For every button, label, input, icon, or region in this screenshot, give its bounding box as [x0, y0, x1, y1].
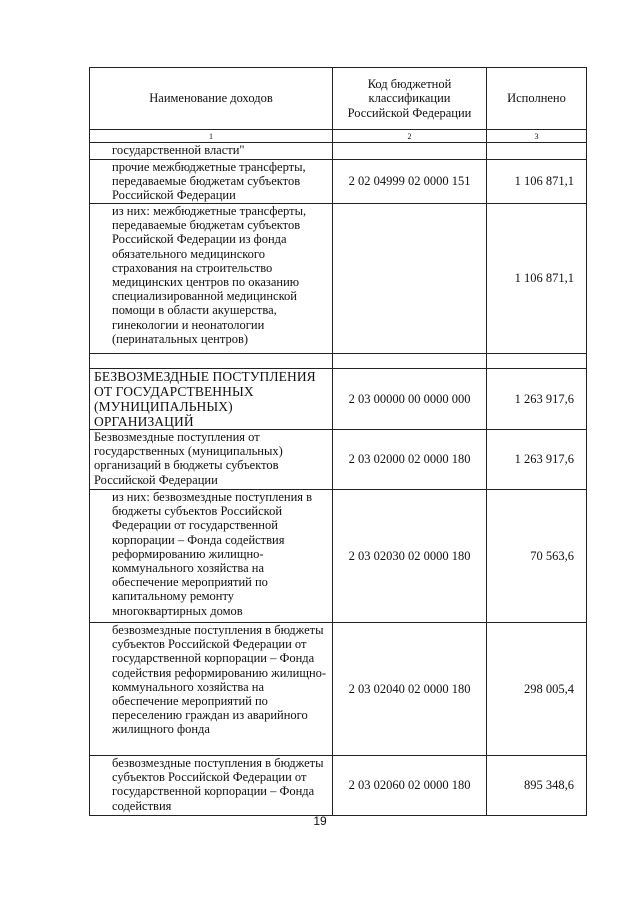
table-row — [90, 369, 587, 430]
budget-code — [333, 143, 487, 160]
header-revenue-name: Наименование доходов — [90, 68, 333, 130]
revenue-name: из них: межбюджетные трансферты, передаваемые бюджетам субъектов Российской Федерации из фонда обязательного медицинского страхования на строительство медицинских центров по оказанию специализированной медицинской помощи в области акушерства, гинекологии и неонатологии (перинатальных центров) — [90, 204, 333, 354]
budget-code: 2 03 02000 02 0000 180 — [333, 430, 487, 490]
budget-code: 2 02 04999 02 0000 151 — [333, 160, 487, 204]
budget-code: 2 03 02030 02 0000 180 — [333, 490, 487, 623]
column-number-row — [90, 130, 587, 143]
table-header-row — [90, 68, 587, 130]
executed-amount: 298 005,4 — [487, 623, 587, 756]
revenue-name: государственной власти" — [90, 143, 333, 160]
table-row — [90, 490, 587, 623]
budget-code: 2 03 00000 00 0000 000 — [333, 369, 487, 430]
executed-amount: 1 263 917,6 — [487, 430, 587, 490]
budget-code: 2 03 02040 02 0000 180 — [333, 623, 487, 756]
revenue-table — [89, 67, 587, 816]
budget-code: 2 03 02060 02 0000 180 — [333, 756, 487, 816]
executed-amount — [487, 143, 587, 160]
spacer-row — [90, 354, 587, 369]
executed-amount: 1 106 871,1 — [487, 160, 587, 204]
column-number: 1 — [90, 130, 333, 143]
header-budget-code: Код бюджетной классификации Российской Федерации — [333, 68, 487, 130]
column-number: 2 — [333, 130, 487, 143]
budget-code — [333, 354, 487, 369]
table-row — [90, 204, 587, 354]
revenue-name: из них: безвозмездные поступления в бюджеты субъектов Российской Федерации от государственной корпорации – Фонда содействия реформированию жилищно-коммунального хозяйства на обеспечение мероприятий по капитальному ремонту многоквартирных домов — [90, 490, 333, 623]
table-row — [90, 623, 587, 756]
table-row — [90, 756, 587, 816]
revenue-name: безвозмездные поступления в бюджеты субъектов Российской Федерации от государственной корпорации – Фонда содействия реформированию жилищно-коммунального хозяйства на обеспечение мероприятий по переселению граждан из аварийного жилищного фонда — [90, 623, 333, 756]
table-row — [90, 430, 587, 490]
revenue-name: Безвозмездные поступления от государственных (муниципальных) организаций в бюджеты субъектов Российской Федерации — [90, 430, 333, 490]
revenue-name: прочие межбюджетные трансферты, передаваемые бюджетам субъектов Российской Федерации — [90, 160, 333, 204]
executed-amount: 1 106 871,1 — [487, 204, 587, 354]
revenue-name: БЕЗВОЗМЕЗДНЫЕ ПОСТУПЛЕНИЯ ОТ ГОСУДАРСТВЕННЫХ (МУНИЦИПАЛЬНЫХ) ОРГАНИЗАЦИЙ — [90, 369, 333, 430]
executed-amount — [487, 354, 587, 369]
table-row — [90, 143, 587, 160]
executed-amount: 895 348,6 — [487, 756, 587, 816]
executed-amount: 70 563,6 — [487, 490, 587, 623]
table-row — [90, 160, 587, 204]
header-executed: Исполнено — [487, 68, 587, 130]
budget-code — [333, 204, 487, 354]
column-number: 3 — [487, 130, 587, 143]
revenue-name — [90, 354, 333, 369]
page-number: 19 — [313, 814, 327, 828]
revenue-name: безвозмездные поступления в бюджеты субъектов Российской Федерации от государственной корпорации – Фонда содействия — [90, 756, 333, 816]
executed-amount: 1 263 917,6 — [487, 369, 587, 430]
